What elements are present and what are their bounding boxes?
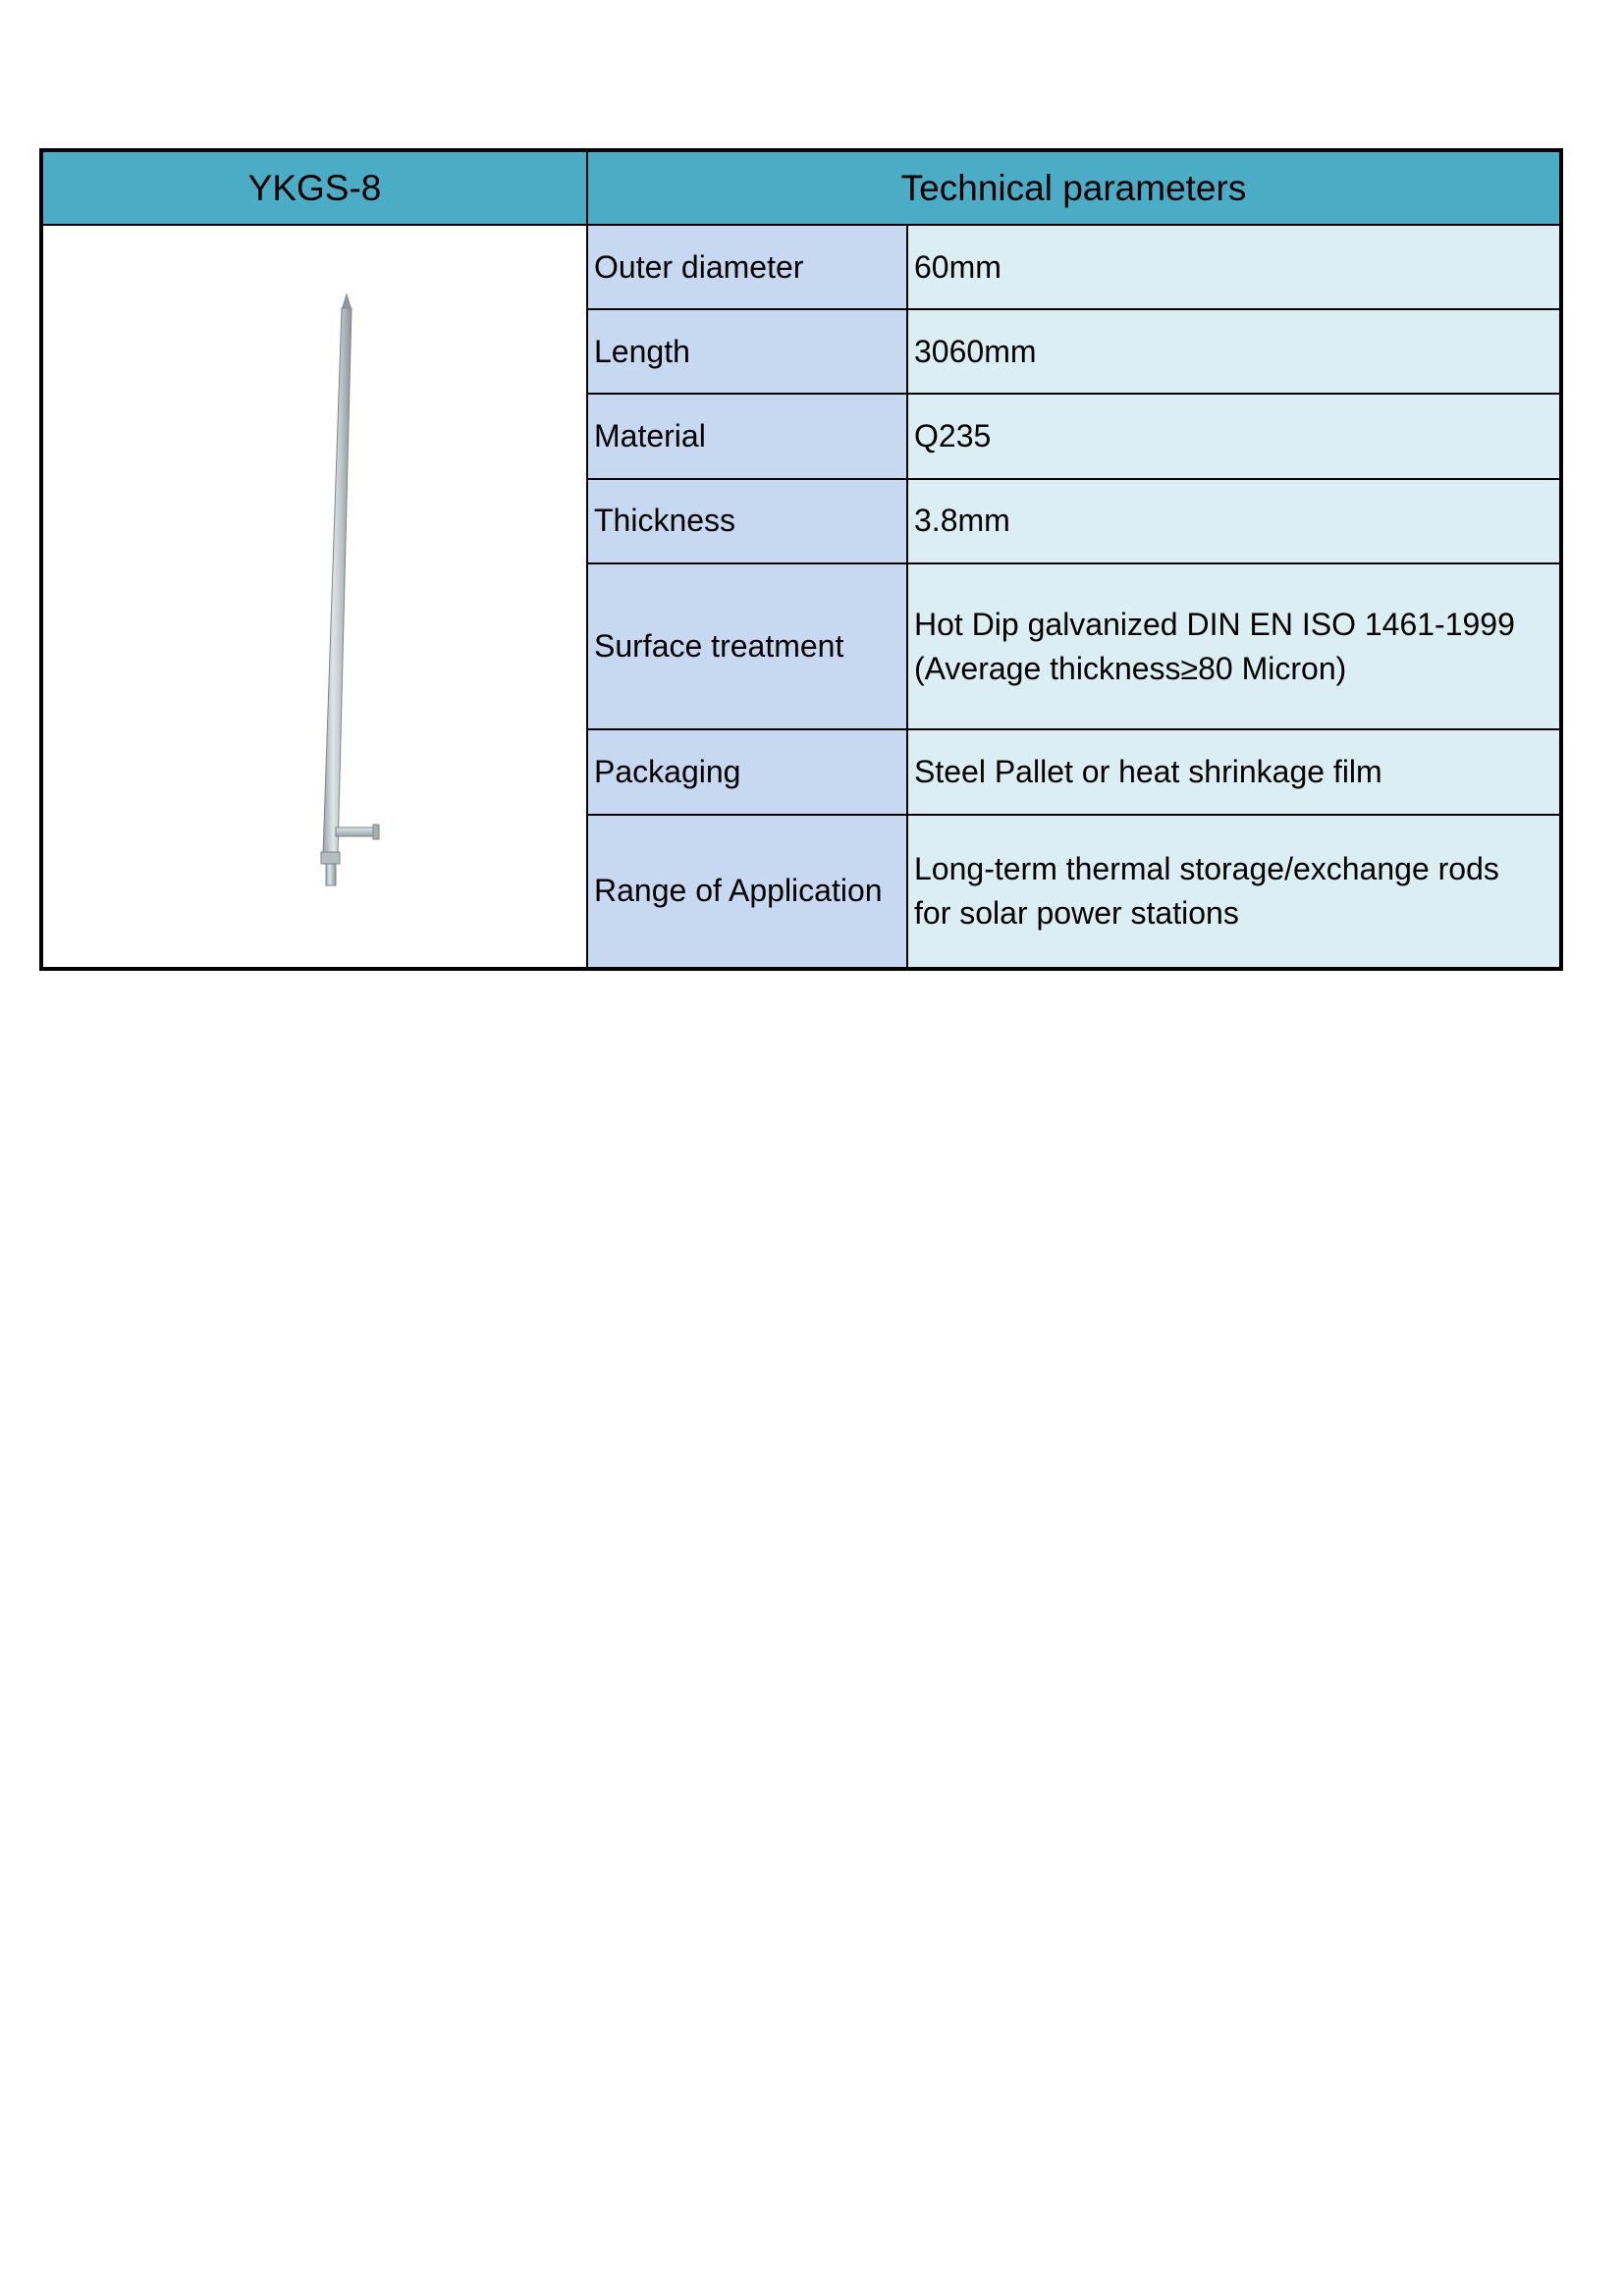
row-label-thickness: Thickness xyxy=(587,479,907,563)
parameters-heading: Technical parameters xyxy=(587,150,1561,225)
row-value-thickness: 3.8mm xyxy=(907,479,1561,563)
row-label-material: Material xyxy=(587,394,907,478)
spec-table xyxy=(39,148,1563,971)
row-value-surface-treatment xyxy=(907,563,1561,729)
row-label-range-of-application: Range of Application xyxy=(587,815,907,969)
row-value-range-of-application xyxy=(907,815,1561,969)
row-value-material: Q235 xyxy=(907,394,1561,478)
surface-treatment-line-2: (Average thickness≥80 Micron) xyxy=(914,650,1347,686)
row-label-surface-treatment: Surface treatment xyxy=(587,563,907,729)
table-header-row xyxy=(41,150,1561,225)
product-image-cell xyxy=(41,225,587,969)
table-row xyxy=(41,225,1561,309)
row-value-length: 3060mm xyxy=(907,309,1561,394)
model-heading: YKGS-8 xyxy=(41,150,587,225)
row-label-packaging: Packaging xyxy=(587,729,907,814)
row-label-outer-diameter: Outer diameter xyxy=(587,225,907,309)
row-value-packaging: Steel Pallet or heat shrinkage film xyxy=(907,729,1561,814)
application-line-1: Long-term thermal storage/exchange rods xyxy=(914,850,1499,886)
row-label-length: Length xyxy=(587,309,907,394)
row-value-outer-diameter: 60mm xyxy=(907,225,1561,309)
surface-treatment-line-1: Hot Dip galvanized DIN EN ISO 1461-1999 xyxy=(914,606,1515,642)
application-line-2: for solar power stations xyxy=(914,894,1239,931)
galvanized-steel-rod-icon xyxy=(43,226,589,967)
